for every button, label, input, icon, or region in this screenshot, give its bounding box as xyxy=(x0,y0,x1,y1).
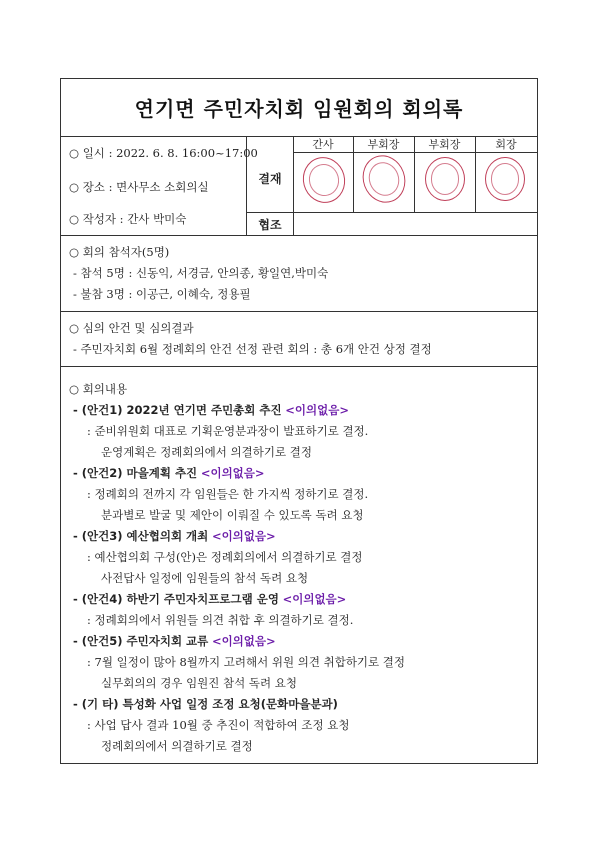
role-secretary: 간사 xyxy=(312,138,334,151)
contents-section xyxy=(61,367,537,763)
agenda-line: : 7월 일정이 많아 8월까지 고려해서 위원 의견 취합하기로 결정 xyxy=(87,655,406,669)
seal-stamp-vice-chair-2 xyxy=(425,157,465,201)
approval-block xyxy=(247,137,537,235)
cooperation-label: 협조 xyxy=(258,218,282,232)
agenda-tag: <이의없음> xyxy=(282,592,347,606)
agenda-line: : 정례회의 전까지 각 임원들은 한 가지씩 정하기로 결정. xyxy=(87,487,369,501)
role-vice-chair-2: 부회장 xyxy=(428,138,461,151)
agenda-title: - (안건1) 2022년 연기면 주민총회 추진 xyxy=(73,403,282,417)
agenda-tag: <이의없음> xyxy=(285,403,349,417)
agenda-line: : 준비위원회 대표로 기획운영분과장이 발표하기로 결정. xyxy=(87,424,369,438)
attendance-absent: - 불참 3명 : 이공근, 이혜숙, 정용필 xyxy=(73,287,251,301)
title-row xyxy=(61,79,537,137)
agenda-item-other xyxy=(69,694,529,757)
contents-header: ○ 회의내용 xyxy=(69,382,128,396)
seal-stamp-vice-chair-1 xyxy=(356,149,412,208)
agenda-item-1 xyxy=(69,400,529,463)
agenda-title: - (안건4) 하반기 주민자치프로그램 운영 xyxy=(73,592,279,606)
review-section xyxy=(61,312,537,367)
review-header: ○ 심의 안건 및 심의결과 xyxy=(69,321,194,335)
agenda-title: - (안건3) 예산협의회 개최 xyxy=(73,529,209,543)
agenda-line: 분과별로 발굴 및 제안이 이뤄질 수 있도록 독려 요청 xyxy=(101,508,364,522)
seal-stamp-chair xyxy=(485,157,525,201)
attendance-header: ○ 회의 참석자(5명) xyxy=(69,245,170,259)
agenda-tag: <이의없음> xyxy=(211,634,276,648)
agenda-title: - (안건2) 마을계획 추진 xyxy=(73,466,198,480)
meeting-place: ○ 장소 : 면사무소 소회의실 xyxy=(69,180,209,194)
info-row xyxy=(61,137,537,236)
agenda-tag: <이의없음> xyxy=(200,466,265,480)
document-title: 연기면 주민자치회 임원회의 회의록 xyxy=(134,97,464,121)
agenda-title: - (기 타) 특성화 사업 일정 조정 요청(문화마을분과) xyxy=(73,697,338,711)
agenda-line: : 정례회의에서 위원들 의견 취합 후 의결하기로 결정. xyxy=(87,613,354,627)
agenda-item-5 xyxy=(69,631,529,694)
attendance-present: - 참석 5명 : 신동익, 서경금, 안의종, 황일연,박미숙 xyxy=(73,266,329,280)
meeting-minutes-document xyxy=(60,78,538,764)
seal-stamp-secretary xyxy=(298,152,350,207)
meeting-writer: ○ 작성자 : 간사 박미숙 xyxy=(69,212,187,226)
agenda-tag: <이의없음> xyxy=(211,529,276,543)
review-result: - 주민자치회 6월 정례회의 안건 선정 관련 회의 : 총 6개 안건 상정 결정 xyxy=(73,342,432,356)
role-vice-chair-1: 부회장 xyxy=(367,138,400,151)
agenda-line: 실무회의의 경우 임원진 참석 독려 요청 xyxy=(101,676,298,690)
agenda-line: : 사업 답사 결과 10월 중 추진이 적합하여 조정 요청 xyxy=(87,718,350,732)
agenda-line: 정례회의에서 의결하기로 결정 xyxy=(101,739,253,753)
meeting-date: ○ 일시 : 2022. 6. 8. 16:00~17:00 xyxy=(69,146,258,160)
agenda-item-4 xyxy=(69,589,529,631)
meeting-info xyxy=(61,137,258,235)
attendance-section xyxy=(61,236,537,312)
agenda-item-2 xyxy=(69,463,529,526)
agenda-title: - (안건5) 주민자치회 교류 xyxy=(73,634,209,648)
approval-label: 결재 xyxy=(258,172,282,186)
agenda-line: 운영계획은 정례회의에서 의결하기로 결정 xyxy=(101,445,312,459)
agenda-line: : 예산협의회 구성(안)은 정례회의에서 의결하기로 결정 xyxy=(87,550,363,564)
agenda-item-3 xyxy=(69,526,529,589)
role-chair: 회장 xyxy=(495,138,517,151)
agenda-line: 사전답사 일정에 임원들의 참석 독려 요청 xyxy=(101,571,309,585)
